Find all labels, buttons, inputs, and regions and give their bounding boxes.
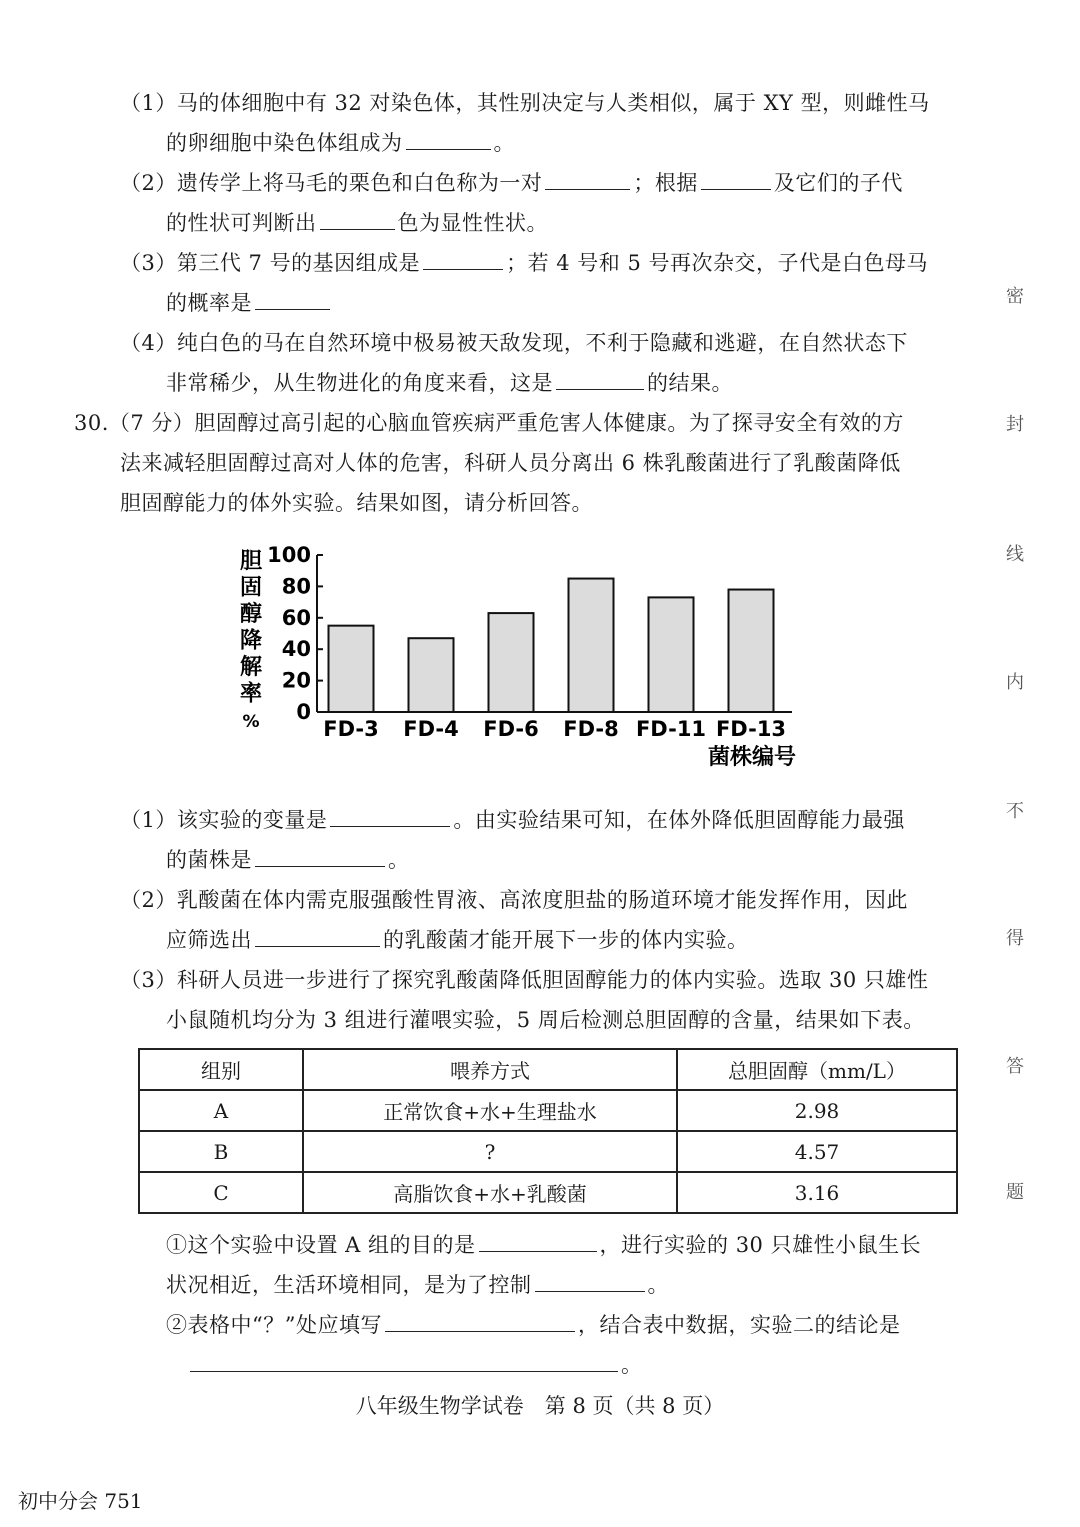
bars — [329, 579, 774, 712]
q30-sub1-line1: （1）该实验的变量是 。由实验结果可知，在体外降低胆固醇能力最强 — [120, 808, 905, 832]
q29-part2-line1: （2）遗传学上将马毛的栗色和白色称为一对 ；根据 及它们的子代 — [120, 171, 903, 195]
bar-fd-3 — [329, 626, 374, 712]
q30-sub3-line1: （3）科研人员进一步进行了探究乳酸菌降低胆固醇能力的体内实验。选取 30 只雄性 — [120, 968, 929, 992]
x-tick-label: FD-3 — [323, 717, 379, 741]
q30-sub2-line2: 应筛选出 的乳酸菌才能开展下一步的体内实验。 — [166, 928, 749, 952]
q30-conclusion1-line1: ①这个实验中设置 A 组的目的是 ，进行实验的 30 只雄性小鼠生长 — [166, 1233, 922, 1257]
x-axis-label: 菌株编号 — [707, 745, 797, 770]
answer-blank[interactable] — [406, 129, 491, 150]
margin-mark: 内 — [1006, 672, 1024, 693]
table-cell: 3.16 — [677, 1172, 957, 1213]
q29-part3-line1: （3）第三代 7 号的基因组成是 ；若 4 号和 5 号再次杂交，子代是白色母马 — [120, 251, 928, 275]
q29-part1-line2: 的卵细胞中染色体组成为 。 — [166, 131, 515, 155]
q30-conclusion2-line2: 。 — [190, 1350, 643, 1380]
x-tick-label: FD-4 — [403, 717, 459, 741]
q30-intro-line2: 法来减轻胆固醇过高对人体的危害，科研人员分离出 6 株乳酸菌进行了乳酸菌降低 — [120, 451, 901, 475]
bar-fd-11 — [649, 597, 694, 712]
x-tick-label: FD-6 — [483, 717, 539, 741]
y-axis-ticks — [267, 543, 323, 724]
q29-part1-line1: （1）马的体细胞中有 32 对染色体，其性别决定与人类相似，属于 XY 型，则雌性马 — [120, 91, 930, 115]
answer-blank[interactable] — [255, 846, 385, 867]
q30-intro-line3: 胆固醇能力的体外实验。结果如图，请分析回答。 — [120, 491, 593, 515]
x-axis-ticks — [323, 717, 786, 741]
table-row — [139, 1090, 957, 1131]
q30-conclusion1-line2: 状况相近，生活环境相同，是为了控制 。 — [166, 1273, 669, 1297]
table-cell: ? — [303, 1131, 677, 1172]
answer-blank[interactable] — [545, 169, 630, 190]
q30-sub1-line2: 的菌株是 。 — [166, 848, 410, 872]
answer-blank[interactable] — [255, 926, 380, 947]
answer-blank[interactable] — [385, 1311, 575, 1332]
page-footer: 八年级生物学试卷 第 8 页（共 8 页） — [355, 1394, 725, 1418]
table-cell: C — [139, 1172, 303, 1213]
y-tick-label: 80 — [281, 574, 311, 599]
q29-part2-line2: 的性状可判断出 色为显性性状。 — [166, 211, 548, 235]
table-cell: 正常饮食+水+生理盐水 — [303, 1090, 677, 1131]
table-cell: B — [139, 1131, 303, 1172]
table-header-row — [139, 1049, 957, 1090]
answer-blank[interactable] — [255, 289, 330, 310]
margin-mark: 封 — [1006, 414, 1024, 435]
bar-fd-8 — [569, 579, 614, 712]
x-tick-label: FD-8 — [563, 717, 619, 741]
x-tick-label: FD-11 — [635, 717, 707, 741]
y-tick-label: 100 — [267, 543, 311, 567]
answer-blank[interactable] — [320, 209, 395, 230]
bar-fd-6 — [489, 613, 534, 712]
q30-sub3-line2: 小鼠随机均分为 3 组进行灌喂实验，5 周后检测总胆固醇的含量，结果如下表。 — [166, 1008, 925, 1032]
answer-blank[interactable] — [535, 1271, 645, 1292]
q29-part4-line2: 非常稀少，从生物进化的角度来看，这是 的结果。 — [166, 371, 733, 395]
x-tick-label: FD-13 — [715, 717, 787, 741]
q29-part4-line1: （4）纯白色的马在自然环境中极易被天敌发现，不利于隐藏和逃避，在自然状态下 — [120, 331, 908, 355]
y-tick-label: 20 — [281, 668, 311, 693]
table-cell: 4.57 — [677, 1131, 957, 1172]
margin-mark: 不 — [1006, 801, 1024, 822]
answer-blank[interactable] — [330, 806, 450, 827]
y-tick-label: 0 — [296, 700, 311, 724]
table-header-cell: 喂养方式 — [303, 1049, 677, 1090]
y-tick-label: 60 — [281, 605, 311, 630]
bar-fd-4 — [409, 638, 454, 712]
q29-part3-line2: 的概率是 — [166, 288, 333, 318]
margin-mark: 得 — [1006, 928, 1024, 949]
answer-blank[interactable] — [190, 1351, 618, 1372]
table-row — [139, 1172, 957, 1213]
q30-sub2-line1: （2）乳酸菌在体内需克服强酸性胃液、高浓度胆盐的肠道环境才能发挥作用，因此 — [120, 888, 908, 912]
q30-intro-line1: 30.（7 分）胆固醇过高引起的心脑血管疾病严重危害人体健康。为了探寻安全有效的方 — [74, 411, 904, 435]
y-axis-label-text: 胆固醇降解率% — [239, 549, 263, 732]
margin-mark: 答 — [1006, 1056, 1024, 1077]
answer-blank[interactable] — [556, 369, 644, 390]
table-cell: 高脂饮食+水+乳酸菌 — [303, 1172, 677, 1213]
margin-mark: 线 — [1006, 544, 1024, 565]
margin-mark: 题 — [1006, 1182, 1024, 1203]
experiment-table — [138, 1048, 958, 1214]
table-cell: 2.98 — [677, 1090, 957, 1131]
answer-blank[interactable] — [423, 249, 503, 270]
y-axis-label — [240, 549, 263, 732]
table-cell: A — [139, 1090, 303, 1131]
margin-mark: 密 — [1006, 286, 1024, 307]
y-tick-label: 40 — [281, 637, 311, 662]
answer-blank[interactable] — [701, 169, 771, 190]
bar-fd-13 — [729, 590, 774, 712]
corner-note: 初中分会 751 — [18, 1489, 143, 1513]
q30-conclusion2-line1: ②表格中“？”处应填写 ，结合表中数据，实验二的结论是 — [166, 1313, 901, 1337]
table-header-cell: 总胆固醇（mm/L） — [677, 1049, 957, 1090]
cholesterol-degradation-chart — [220, 540, 820, 780]
answer-blank[interactable] — [479, 1231, 597, 1252]
table-row — [139, 1131, 957, 1172]
table-header-cell: 组别 — [139, 1049, 303, 1090]
